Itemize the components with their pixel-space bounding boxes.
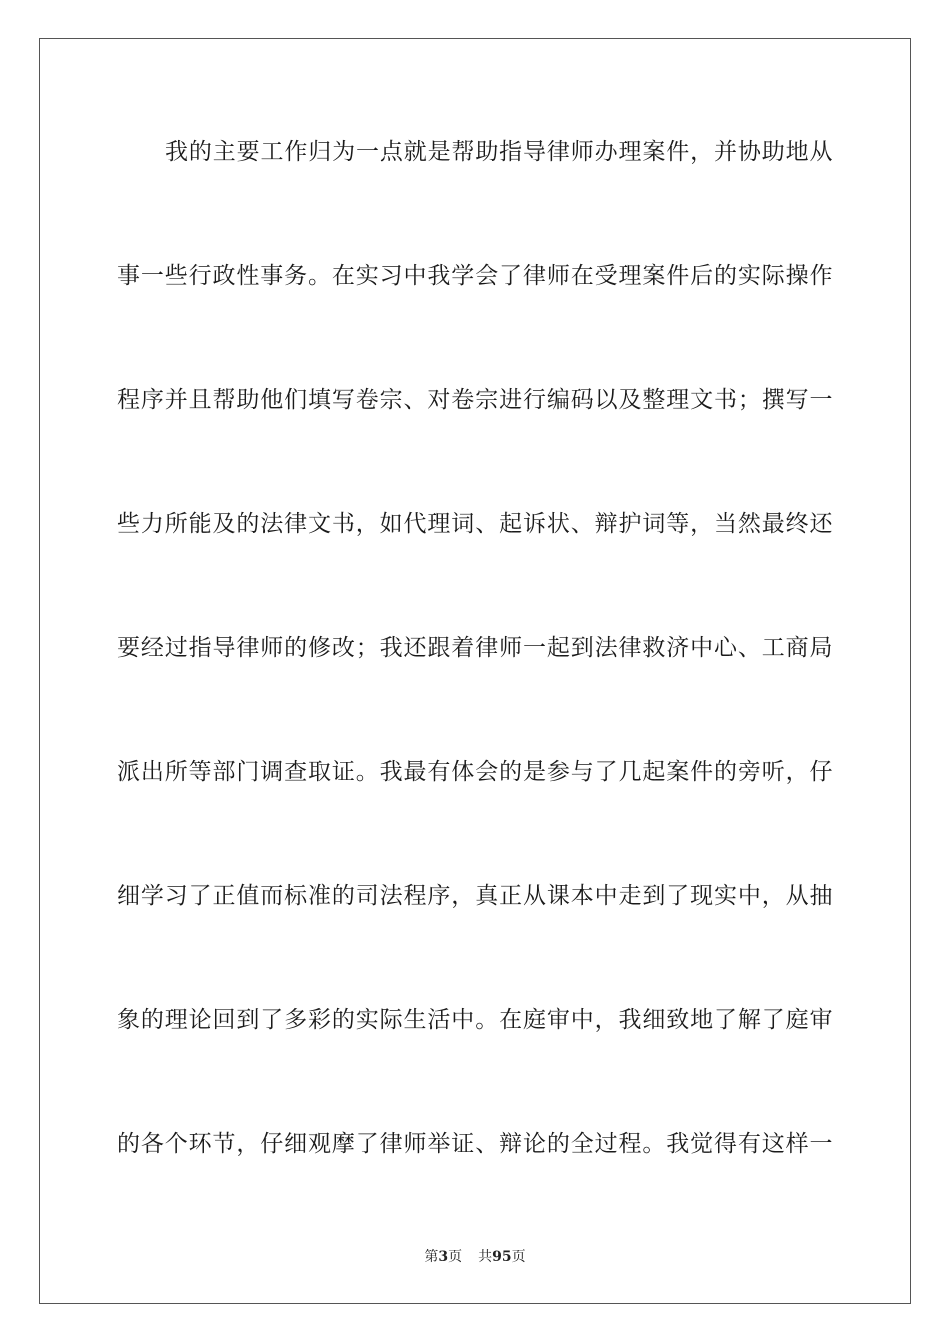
page-suffix: 页 [448,1249,463,1265]
paragraph-line-1: 我的主要工作归为一点就是帮助指导律师办理案件，并协助地从 [165,139,833,165]
page-footer [0,1248,950,1266]
paragraph-line-7: 细学习了正值而标准的司法程序，真正从课本中走到了现实中，从抽 [117,883,833,909]
page-prefix: 第 [424,1249,439,1265]
page-border [39,38,911,1304]
total-prefix: 共 [478,1249,493,1265]
paragraph-line-8: 象的理论回到了多彩的实际生活中。在庭审中，我细致地了解了庭审 [117,1007,833,1033]
page-number: 3 [438,1249,449,1265]
paragraph-line-5: 要经过指导律师的修改；我还跟着律师一起到法律救济中心、工商局 [117,635,833,661]
total-pages: 95 [492,1249,512,1265]
paragraph-line-4: 些力所能及的法律文书，如代理词、起诉状、辩护词等，当然最终还 [117,511,833,537]
total-suffix: 页 [511,1249,526,1265]
paragraph-line-3: 程序并且帮助他们填写卷宗、对卷宗进行编码以及整理文书；撰写一 [117,387,833,413]
paragraph-line-9: 的各个环节，仔细观摩了律师举证、辩论的全过程。我觉得有这样一 [117,1131,833,1157]
paragraph-line-6: 派出所等部门调查取证。我最有体会的是参与了几起案件的旁听，仔 [117,759,833,785]
paragraph-line-2: 事一些行政性事务。在实习中我学会了律师在受理案件后的实际操作 [117,263,833,289]
